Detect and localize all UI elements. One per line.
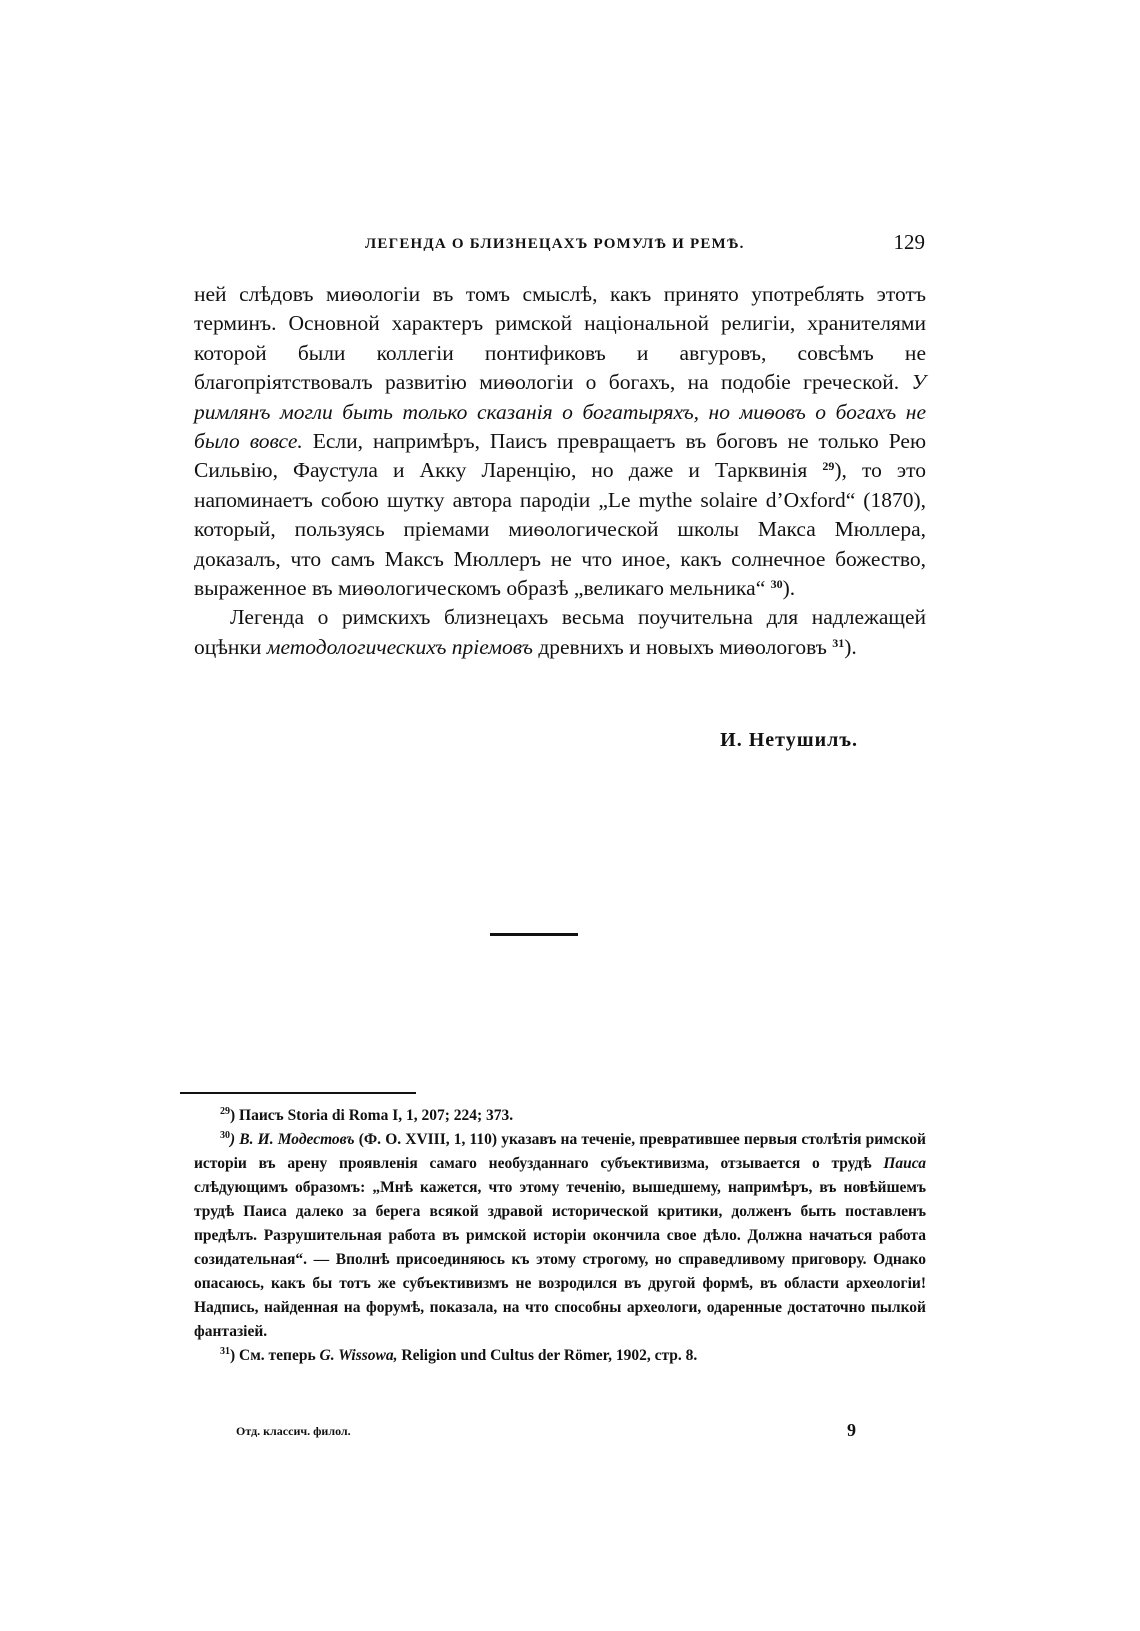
footnote-30-text-b: слѣдующимъ образомъ: „Мнѣ кажется, что этому теченію, вышедшему, напримѣръ, въ новѣйшемъ трудѣ Паиса далеко за берега всякой здравой исторической критики, долженъ быть поставленъ предѣлъ. Разрушительная работа въ римской исторіи окончила свое дѣло. Должна начаться работа созидательная“. — Вполнѣ присоединяюсь къ этому строгому, но справедливому приговору. Однако опасаюсь, какъ бы тотъ же субъективизмъ не возродился въ другой формѣ, въ области археологіи! Надпись, найденная на форумѣ, показала, на что способны археологи, одаренные достаточно пылкой фантазіей. xyxy=(194,1179,926,1340)
page-number: 129 xyxy=(893,230,925,254)
paragraph-1 xyxy=(194,280,926,603)
paragraph-1-text-b: Если, напримѣръ, Паисъ превращаетъ въ боговъ не только Рею Сильвію, Фаустула и Акку Ларенцію, но даже и Тарквинія xyxy=(194,429,927,483)
paragraph-1-text-d: ). xyxy=(782,576,796,601)
section-end-rule xyxy=(490,933,578,936)
footnote-31-mark: 31 xyxy=(220,1346,230,1357)
paragraph-2-text-a: Легенда о римскихъ близнецахъ весьма поучительна для надлежащей оцѣнки xyxy=(194,605,926,659)
footnote-30-pais: Паиса xyxy=(883,1155,927,1172)
paragraph-1-text-c: ), то это напоминаетъ собою шутку автора пародіи „Le mythe solaire d’Oxford“ (1870), который, пользуясь пріемами миѳологической школы Макса Мюллера, доказалъ, что самъ Максъ Мюллеръ не что иное, какъ солнечное божество, выраженное въ миѳологическомъ образѣ „великаго мельника“ xyxy=(194,458,927,601)
paragraph-1-text-a: ней слѣдовъ миѳологіи въ томъ смыслѣ, какъ принято употреблять этотъ терминъ. Основной характеръ римской національной религіи, хранителями которой были коллегіи понтификовъ и авгуровъ, совсѣмъ не благопріятствовалъ развитію миѳологіи о богахъ, на подобіе греческой. xyxy=(194,282,926,395)
footnote-30-author: ) В. И. Модестовъ xyxy=(230,1131,355,1148)
running-header xyxy=(195,232,925,262)
footnote-30-text-a: (Ф. О. XVIII, 1, 110) указавъ на теченіе, превратившее первыя столѣтія римской исторіи въ арену проявленія самаго необузданнаго субъективизма, отзывается о трудѣ xyxy=(194,1131,926,1172)
footnote-ref-31: 31 xyxy=(832,635,845,650)
signature-label: Отд. классич. филол. xyxy=(236,1424,351,1438)
footnote-30-mark: 30 xyxy=(220,1130,230,1141)
footnotes xyxy=(194,1104,926,1368)
footnote-30 xyxy=(194,1128,926,1344)
paragraph-2-text-b: древнихъ и новыхъ миѳологовъ xyxy=(538,634,827,659)
page-footer xyxy=(236,1420,856,1444)
footnote-29 xyxy=(194,1104,926,1128)
author-signature: И. Нетушилъ. xyxy=(720,729,858,751)
footnote-ref-30: 30 xyxy=(770,577,783,592)
footnote-31-author: G. Wissowa, xyxy=(319,1347,398,1364)
paragraph-2-italic: методологическихъ пріемовъ xyxy=(266,634,533,659)
signature-number: 9 xyxy=(847,1420,856,1440)
footnote-31 xyxy=(194,1344,926,1368)
running-title: ЛЕГЕНДА О БЛИЗНЕЦАХЪ РОМУЛѢ И РЕМѢ. xyxy=(365,236,745,252)
footnote-31-text-b: Religion und Cultus der Römer, 1902, стр. 8. xyxy=(401,1347,698,1364)
main-text xyxy=(194,280,926,662)
footnote-29-mark: 29 xyxy=(220,1106,230,1117)
footnote-31-text-a: ) См. теперь xyxy=(230,1347,316,1364)
footnote-29-text: ) Паисъ Storia di Roma I, 1, 207; 224; 373. xyxy=(230,1107,514,1124)
footnote-ref-29: 29 xyxy=(822,459,835,474)
paragraph-1-italic: У римлянъ могли быть только сказанія о богатыряхъ, но миѳовъ о богахъ не было вовсе. xyxy=(194,370,926,454)
paragraph-2 xyxy=(194,603,926,662)
paragraph-2-text-c: ). xyxy=(844,634,857,659)
footnote-separator xyxy=(180,1092,416,1094)
